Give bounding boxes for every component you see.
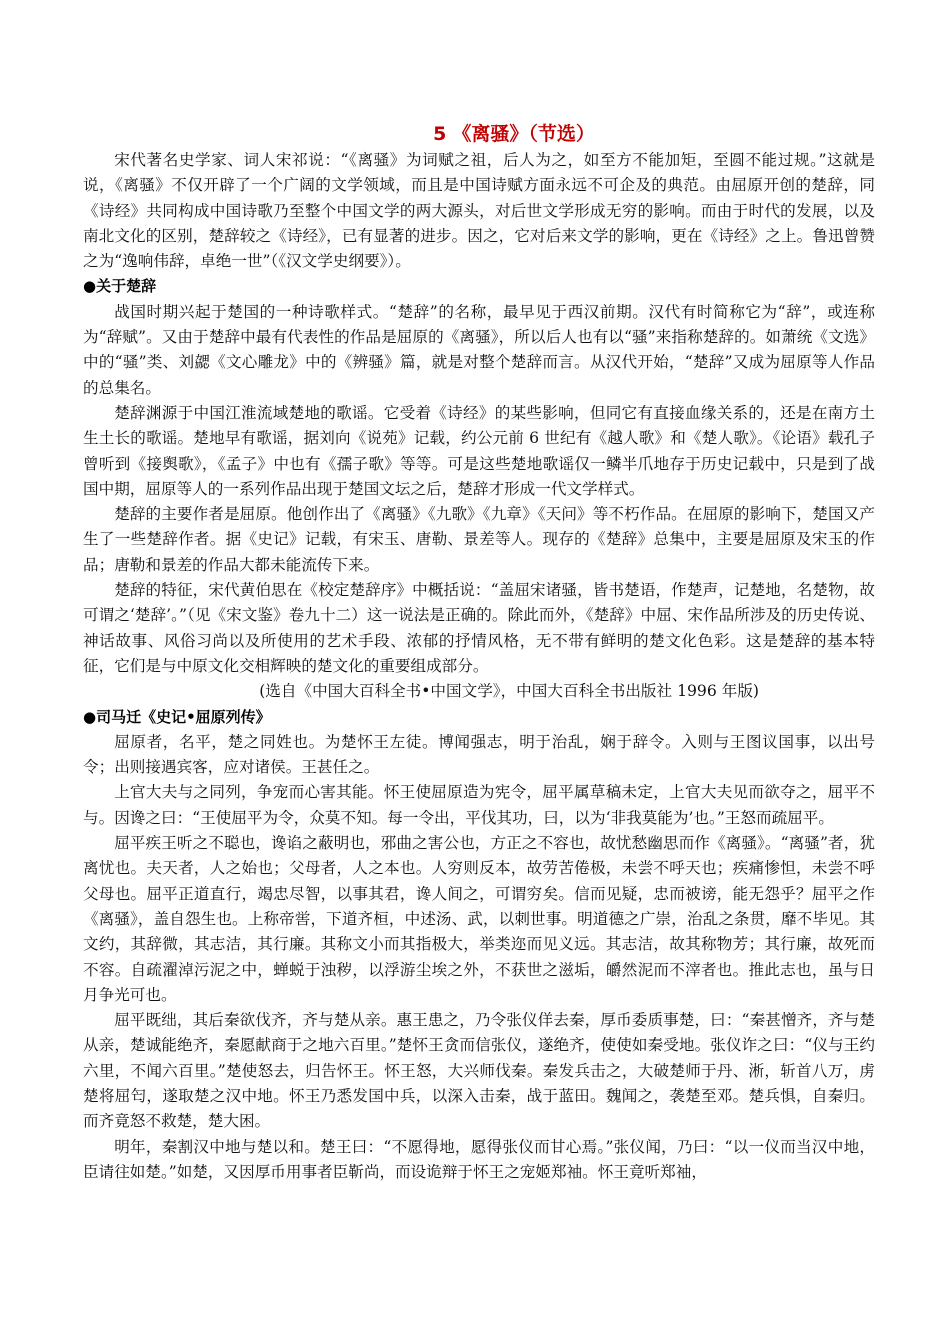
- title-number: 5: [433, 123, 447, 145]
- page-title: [83, 120, 875, 148]
- document-page: [83, 120, 875, 1185]
- title-text: 《离骚》（节选）: [452, 123, 595, 145]
- source-citation: (选自《中国大百科全书•中国文学》，中国大百科全书出版社 1996 年版): [259, 682, 759, 701]
- paragraph: 明年，秦割汉中地与楚以和。楚王曰：“不愿得地，愿得张仪而甘心焉。”张仪闻，乃曰：“以一仪而当汉中地，臣请往如楚。”如楚，又因厚币用事者臣靳尚，而设诡辩于怀王之宠姬郑袖。怀王竟听郑袖，: [83, 1137, 875, 1181]
- paragraph: 上官大夫与之同列，争宠而心害其能。怀王使屈原造为宪令，屈平属草稿未定，上官大夫见而欲夺之，屈平不与。因谗之曰：“王使屈平为令，众莫不知。每一令出，平伐其功，曰，以为‘非我莫能为’也。”王怒而疏屈平。: [83, 783, 875, 827]
- intro-paragraph: 宋代著名史学家、词人宋祁说：“《离骚》为词赋之祖，后人为之，如至方不能加矩，至圆不能过规。”这就是说，《离骚》不仅开辟了一个广阔的文学领域，而且是中国诗赋方面永远不可企及的典范。由屈原开创的楚辞，同《诗经》共同构成中国诗歌乃至整个中国文学的两大源头，对后世文学形成无穷的影响。而由于时代的发展，以及南北文化的区别，楚辞较之《诗经》，已有显著的进步。因之，它对后来文学的影响，更在《诗经》之上。鲁迅曾赞之为“逸响伟辞，卓绝一世”（《汉文学史纲要》）。: [83, 151, 875, 271]
- section-heading-chuci: ●关于楚辞: [83, 277, 157, 296]
- paragraph: 楚辞的主要作者是屈原。他创作出了《离骚》《九歌》《九章》《天问》等不朽作品。在屈原的影响下，楚国又产生了一些楚辞作者。据《史记》记载，有宋玉、唐勒、景差等人。现存的《楚辞》总集中，主要是屈原及宋玉的作品；唐勒和景差的作品大都未能流传下来。: [83, 505, 875, 574]
- paragraph: 楚辞渊源于中国江淮流域楚地的歌谣。它受着《诗经》的某些影响，但同它有直接血缘关系的，还是在南方土生土长的歌谣。楚地早有歌谣，据刘向《说苑》记载，约公元前 6 世纪有《越人歌》和《楚人歌》。《论语》载孔子曾听到《接舆歌》，《孟子》中也有《孺子歌》等等。可是这些楚地歌谣仅一鳞半爪地存于历史记载中，只是到了战国中期，屈原等人的一系列作品出现于楚国文坛之后，楚辞才形成一代文学样式。: [83, 403, 875, 498]
- paragraph: 屈平疾王听之不聪也，谗谄之蔽明也，邪曲之害公也，方正之不容也，故忧愁幽思而作《离骚》。“离骚”者，犹离忧也。夫天者，人之始也；父母者，人之本也。人穷则反本，故劳苦倦极，未尝不呼天也；疾痛惨怛，未尝不呼父母也。屈平正道直行，竭忠尽智，以事其君，谗人间之，可谓穷矣。信而见疑，忠而被谤，能无怨乎？屈平之作《离骚》，盖自怨生也。上称帝喾，下道齐桓，中述汤、武，以刺世事。明道德之广崇，治乱之条贯，靡不毕见。其文约，其辞微，其志洁，其行廉。其称文小而其指极大，举类迩而见义远。其志洁，故其称物芳；其行廉，故死而不容。自疏濯淖污泥之中，蝉蜕于浊秽，以浮游尘埃之外，不获世之滋垢，皭然泥而不滓者也。推此志也，虽与日月争光可也。: [83, 834, 875, 1004]
- section-heading-shiji: ●司马迁《史记•屈原列传》: [83, 707, 271, 726]
- paragraph: 屈原者，名平，楚之同姓也。为楚怀王左徒。博闻强志，明于治乱，娴于辞令。入则与王图议国事，以出号令；出则接遇宾客，应对诸侯。王甚任之。: [83, 732, 875, 777]
- paragraph: 楚辞的特征，宋代黄伯思在《校定楚辞序》中概括说：“盖屈宋诸骚，皆书楚语，作楚声，记楚地，名楚物，故可谓之‘楚辞’。”（见《宋文鉴》卷九十二）这一说法是正确的。除此而外，《楚辞》中屈、宋作品所涉及的历史传说、神话故事、风俗习尚以及所使用的艺术手段、浓郁的抒情风格，无不带有鲜明的楚文化色彩。这是楚辞的基本特征，它们是与中原文化交相辉映的楚文化的重要组成部分。: [83, 581, 875, 675]
- paragraph: 屈平既绌，其后秦欲伐齐，齐与楚从亲。惠王患之，乃令张仪佯去秦，厚币委质事楚，曰：“秦甚憎齐，齐与楚从亲，楚诚能绝齐，秦愿献商于之地六百里。”楚怀王贪而信张仪，遂绝齐，使使如秦受地。张仪诈之曰：“仪与王约六里，不闻六百里。”楚使怒去，归告怀王。怀王怒，大兴师伐秦。秦发兵击之，大破楚师于丹、淅，斩首八万，虏楚将屈匄，遂取楚之汉中地。怀王乃悉发国中兵，以深入击秦，战于蓝田。魏闻之，袭楚至邓。楚兵惧，自秦归。而齐竟怒不救楚，楚大困。: [83, 1011, 875, 1131]
- paragraph: 战国时期兴起于楚国的一种诗歌样式。“楚辞”的名称，最早见于西汉前期。汉代有时简称它为“辞”，或连称为“辞赋”。又由于楚辞中最有代表性的作品是屈原的《离骚》，所以后人也有以“骚”来指称楚辞的。如萧统《文选》中的“骚”类、刘勰《文心雕龙》中的《辨骚》篇，就是对整个楚辞而言。从汉代开始，“楚辞”又成为屈原等人作品的总集名。: [83, 302, 875, 397]
